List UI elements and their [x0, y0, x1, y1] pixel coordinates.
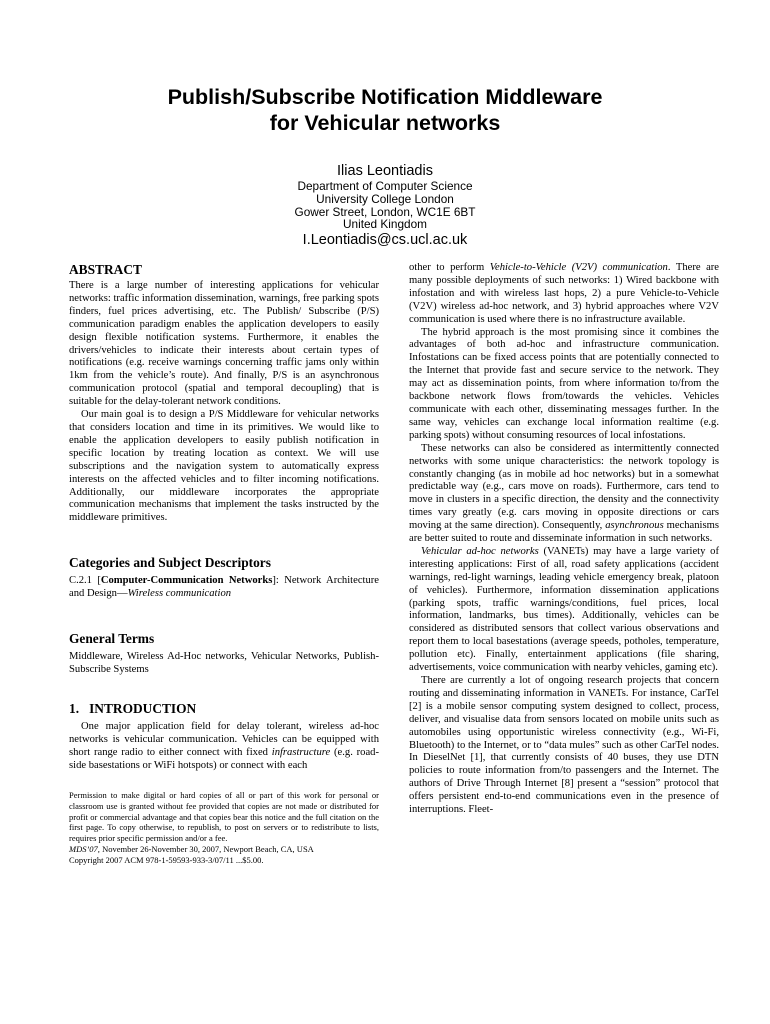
general-terms-text: Middleware, Wireless Ad-Hoc networks, Vehicular Networks, Publish-Subscribe Systems	[69, 651, 379, 675]
right-paragraph-2: The hybrid approach is the most promising since it combines the advantages of both ad-hoc and infrastructure communication. Infostations can be fixed access points that are potentially connected to the Internet that provide fast and secure service to the network. They may act as dissemination points, from where information to/from the backbone network flows from/towards the vehicles. Vehicles communicate with each other, disseminating messages further. In the same way, vehicles can exchange local information realtime (e.g. parking spots) without consuming resources of local infostations.	[409, 326, 719, 441]
permission-notice	[69, 790, 379, 866]
categories-text	[69, 575, 379, 601]
affiliation-department: Department of Computer Science	[297, 179, 473, 193]
introduction-paragraph-1	[69, 721, 379, 773]
copyright-line: Copyright 2007 ACM 978-1-59593-933-3/07/11 ...$5.00.	[69, 854, 264, 865]
right-paragraph-1	[409, 262, 719, 327]
rp1-italic: Vehicle-to-Vehicle (V2V) communication	[489, 262, 668, 273]
rp1-text-b: . There are many possible deployments of such networks: 1) Wired backbone with infostation and with wireless last hops, 2) a pure Vehicle-to-Vehicle (V2V) wireless ad-hoc network, and 3) hybrid approaches where V2V communication is used where there is no infrastructure available.	[409, 262, 720, 325]
title-line-2: for Vehicular networks	[269, 111, 501, 135]
intro-text-a: One major application field for delay tolerant, wireless ad-hoc networks is vehicular communication. Vehicles can be equipped with short range radio to either connect with fixed	[69, 720, 379, 758]
general-terms-heading: General Terms	[69, 631, 155, 647]
right-column	[409, 262, 719, 817]
title-line-1: Publish/Subscribe Notification Middleware	[167, 85, 603, 109]
affiliation-university: University College London	[316, 191, 454, 206]
venue-line	[69, 844, 379, 855]
abstract-heading: ABSTRACT	[69, 262, 142, 277]
permission-text: Permission to make digital or hard copies of all or part of this work for personal or classroom use is granted without fee provided that copies are not made or distributed for profit or commercial advantage and that copies bear this notice and the full citation on the first page. To copy otherwise, to republish, to post on servers or to redistribute to lists, requires prior specific permission and/or a fee.	[69, 790, 379, 844]
categories-rest: ]: Network Architecture and Design—	[69, 575, 379, 600]
rp4-text: (VANETs) may have a large variety of interesting applications: First of all, road safety applications (accident warnings, red-light warnings, leading vehicle emergency break, platoon of vehicles). Furthermore, information dissemination applications (parking spots, traffic warnings/conditions, fuel prices, local information, landmarks, bus times). Additionally, vehicles can be considered as distributed sensors that collect various observations and report them to local basestations (average speeds, potholes, temperature, pollution etc). Finally, entertainment applications (file sharing, advertisements, voice communication with nearby vehicles, gaming etc).	[409, 545, 719, 674]
affiliation-country: United Kingdom	[343, 217, 427, 232]
rp4-italic: Vehicular ad-hoc networks	[421, 545, 539, 557]
author-email: I.Leontiadis@cs.ucl.ac.uk	[302, 232, 468, 249]
rp3-text-b: mechanisms are better suited to route and disseminate information in such networks.	[409, 520, 719, 545]
intro-text-b: (e.g. road-side basestations or WiFi hotspots) or connect with each	[69, 746, 379, 771]
categories-code: C.2.1 [	[69, 575, 101, 587]
rp1-text-a: other to perform	[409, 262, 490, 273]
rp3-italic: asynchronous	[605, 520, 664, 532]
venue-name: MDS’07,	[69, 843, 100, 854]
left-column	[69, 262, 379, 772]
right-paragraph-3	[409, 443, 719, 546]
abstract-paragraph-1: There is a large number of interesting applications for vehicular networks: traffic information dissemination, warnings, free parking spots finders, fuel prices advertising, etc. The Publish/ Subscribe (P/S) communication paradigm enables the application developers to easily design flexible notification systems. Furthermore, it enables the drivers/vehicles to indicate their interests about certain types of notifications (e.g. receive warnings concerning traffic jams only within 1km from the vehicle’s route). And finally, P/S is an asynchronous communication protocol (spatial and temporal decoupling) that is suitable for the delay-tolerant network conditions.	[69, 280, 379, 408]
author-name: Ilias Leontiadis	[337, 163, 433, 179]
rp3-text-a: These networks can also be considered as intermittently connected networks with some unique characteristics: the network topology is constantly changing (as in mobile ad hoc networks) but in a somewhat predictable way (e.g., cars move on roads). Furthermore, cars tend to move in clusters in a specific direction, the density and the connectivity times vary greatly (e.g. cars moving in opposite directions or cars moving at the same direction). Consequently,	[409, 442, 719, 532]
introduction-heading: 1. INTRODUCTION	[69, 700, 197, 716]
categories-italic: Wireless communication	[127, 588, 232, 600]
venue-details: November 26-November 30, 2007, Newport Beach, CA, USA	[99, 843, 314, 854]
categories-heading: Categories and Subject Descriptors	[69, 555, 271, 571]
abstract-paragraph-2: Our main goal is to design a P/S Middleware for vehicular networks that considers location and time in its primitives. We would like to enable the application developers to easily publish notification in specific location by treating location as context. We will use subscriptions and the navigation system to automatically express interests on the affected vehicles and to filter incoming notifications. Additionally, our middleware incorporates the appropriate communication mechanisms that implement the tasks instructed by the middleware primitives.	[69, 409, 379, 524]
paper-title	[0, 84, 770, 136]
affiliation-street: Gower Street, London, WC1E 6BT	[294, 204, 476, 219]
categories-bold: Computer-Communication Networks	[100, 575, 273, 587]
right-paragraph-4	[409, 546, 719, 675]
intro-italic: infrastructure	[271, 746, 331, 758]
author-block	[0, 162, 770, 249]
right-paragraph-5: There are currently a lot of ongoing research projects that concern routing and disseminating information in VANETs. For instance, CarTel [2] is a mobile sensor computing system designed to collect, process, deliver, and visualise data from sensors located on mobile units such as automobiles using opportunistic wireless connectivity (e.g., Wi-Fi, Bluetooth) to the Internet, or to “data mules” such as other CarTel nodes. In DieselNet [1], that currently consists of 40 buses, they use DTN policies to route information from/to passengers and the Internet. The authors of Drive Through Internet [8] present a “session” protocol that offers persistent end-to-end communications even in the presence of interruptions. Fleet-	[409, 675, 719, 816]
